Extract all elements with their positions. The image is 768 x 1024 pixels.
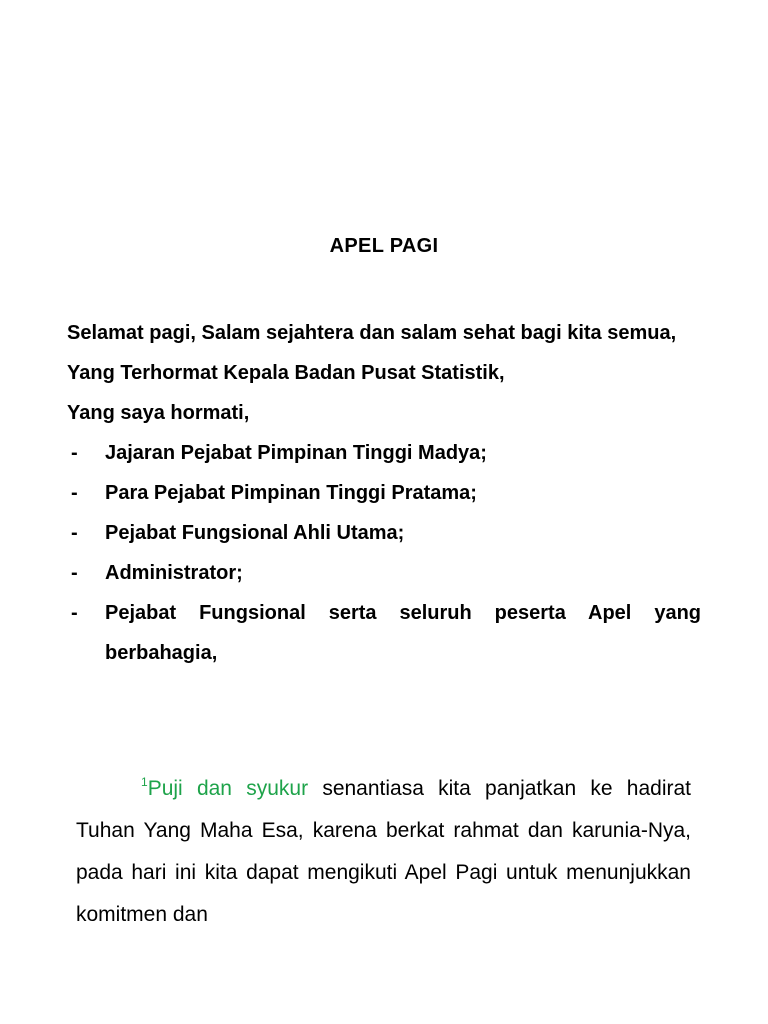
list-item-text: Jajaran Pejabat Pimpinan Tinggi Madya; <box>105 442 487 464</box>
bullet-dash: - <box>71 522 78 544</box>
list-item <box>67 513 701 553</box>
list-item-text: Administrator; <box>105 562 243 584</box>
list-item <box>67 553 701 593</box>
respected-line: Yang Terhormat Kepala Badan Pusat Statistik, <box>67 362 505 384</box>
page-title: APEL PAGI <box>329 235 439 257</box>
footnote-marker[interactable]: 1 <box>141 775 148 789</box>
list-item <box>67 473 701 513</box>
list-item-text: Pejabat Fungsional serta seluruh peserta Apel yang berbahagia, <box>105 602 701 664</box>
paragraph-text: senantiasa kita panjatkan ke hadirat Tuhan Yang Maha Esa, karena berkat rahmat dan karunia-Nya, pada hari ini kita dapat mengikuti Apel Pagi untuk menunjukkan komitmen dan <box>76 777 691 926</box>
bullet-dash: - <box>71 482 78 504</box>
bullet-dash: - <box>71 562 78 584</box>
opening-paragraph <box>76 768 691 936</box>
bullet-dash: - <box>71 602 78 624</box>
bullet-dash: - <box>71 442 78 464</box>
list-item <box>67 433 701 473</box>
honored-list <box>67 433 701 673</box>
salutation-block <box>67 313 701 673</box>
list-item <box>67 593 701 673</box>
highlighted-phrase: Puji dan syukur <box>147 777 309 800</box>
list-item-text: Pejabat Fungsional Ahli Utama; <box>105 522 405 544</box>
greeting-text: Selamat pagi, Salam sejahtera dan salam sehat bagi kita semua, <box>67 322 677 344</box>
honored-intro: Yang saya hormati, <box>67 402 250 424</box>
list-item-text: Para Pejabat Pimpinan Tinggi Pratama; <box>105 482 477 504</box>
